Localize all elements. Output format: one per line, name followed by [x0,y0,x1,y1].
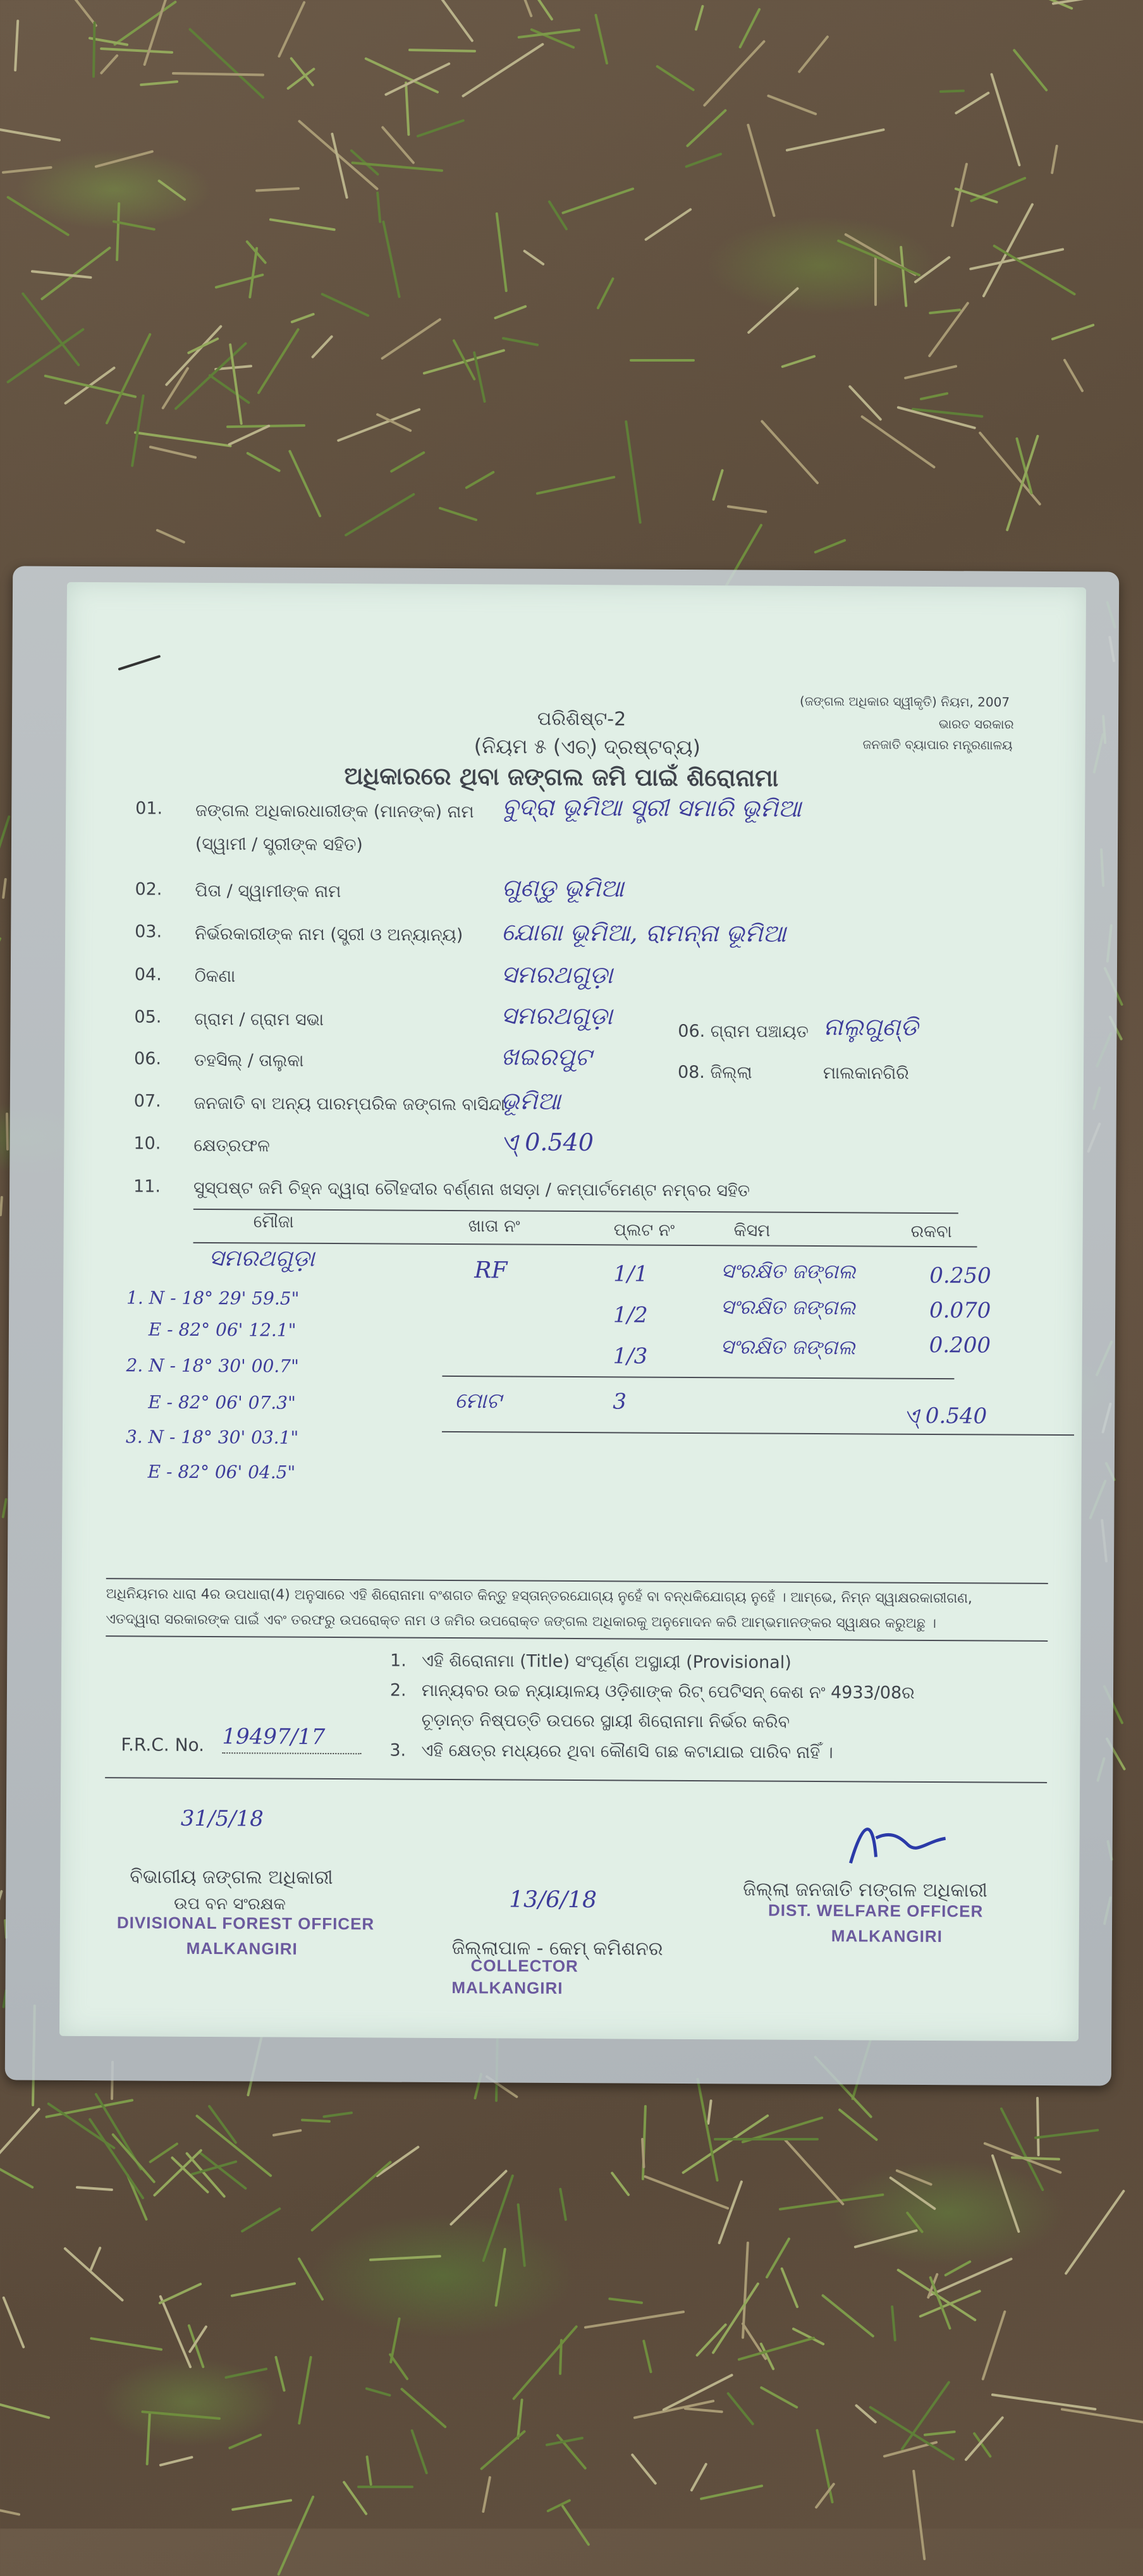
grass-blade [536,475,616,495]
grass-blade [900,246,907,307]
grass-blade [224,2367,267,2379]
grass-blade [389,2317,401,2364]
grass-blade [608,2297,643,2304]
khata-value: RF [474,1257,508,1284]
grass-blade [116,202,120,261]
grass-blade [365,2387,391,2396]
condition-number: 3. [389,1740,406,1761]
grass-blade [594,14,608,65]
grass-blade [231,2282,296,2297]
grass-blade [682,2114,769,2175]
grass-blade [718,2180,743,2245]
grass-blade [972,2432,992,2458]
grass-blade [400,2387,447,2428]
grass-blade [993,244,1076,296]
collector-title: ଜିଲ୍ଲାପାଳ - କେମ୍ କମିଶନର [451,1937,663,1960]
field-value: ସମରଥଗୁଡ଼ା [501,960,613,989]
grass-blade [767,94,817,116]
field-label: 08. ଜିଲ୍ଲା [677,1062,752,1083]
grass-blade [2,166,52,174]
grass-blade [927,2257,1013,2297]
frc-value: 19497/17 [222,1724,326,1750]
condition-text: ମାନ୍ୟବର ଉଚ୍ଚ ନ୍ୟାୟାଳୟ ଓଡ଼ିଶାଙ୍କ ରିଟ୍ ପେଟିସନ୍ କେଶ ନଂ 4933/08ର [421,1680,915,1703]
grass-blade [365,2455,372,2486]
field-label: ନିର୍ଭରକାରୀଙ୍କ ନାମ (ସ୍ତ୍ରୀ ଓ ଅନ୍ୟାନ୍ୟ) [195,924,463,946]
conditions-bottom-rule [105,1777,1047,1783]
grass-blade [376,192,381,223]
grass-blade [837,239,921,277]
grass-blade [964,2416,1004,2462]
grass-blade [625,420,642,524]
grass-blade [90,2337,162,2351]
grass-blade [502,337,539,346]
grass-blade [228,2433,262,2450]
dfo-subtitle: ଉପ ବନ ସଂରକ୍ଷକ [174,1894,286,1914]
grass-blade [644,208,692,241]
field-value: ଭୂମିଆ [500,1087,561,1115]
grass-blade [690,2462,707,2492]
frc-label: F.R.C. No. [121,1734,205,1755]
gps-coordinate: 1. N - 18° 29' 59.5" [126,1287,300,1309]
grass-blade [159,2456,193,2467]
grass-blade [737,2336,815,2361]
field-number: 06. [134,1049,162,1069]
kisam-value: ସଂରକ୍ଷିତ ଜଙ୍ଗଲ [721,1259,856,1284]
grass-blade [322,2111,353,2118]
grass-blade [0,128,61,142]
grass-blade [143,0,174,66]
condition-text: ଏହି ଶିରୋନାମା (Title) ସଂପୂର୍ଣ୍ଣ ଅସ୍ଥାୟୀ (Provisional) [422,1651,792,1673]
grass-blade [929,308,961,314]
grass-blade [610,2171,630,2197]
grass-blade [494,305,527,319]
grass-blade [981,2310,1006,2381]
grass-blade [738,8,761,49]
declaration-line1: ଅଧିନିୟମର ଧାରା 4ର ଉପଧାରା(4) ଅନୁସାରେ ଏହି ଶିରୋନାମା ବଂଶଗତ କିନ୍ତୁ ହସ୍ତାନ୍ତରଯୋଗ୍ୟ ନୁହେଁ ବା ବନ୍ଧକିଯୋଗ୍ୟ ନୁହେଁ । ଆମ୍ଭେ, ନିମ୍ନ ସ୍ୱାକ୍ଷରକାରୀଗଣ, [106,1586,973,1607]
condition-text: ଏହି କ୍ଷେତ୍ର ମଧ୍ୟରେ ଥିବା କୌଣସି ଗଛ କଟାଯାଇ ପାରିବ ନାହିଁ । [421,1740,833,1763]
dfo-stamp-line2: MALKANGIRI [186,1938,298,1958]
field-value: ଯୋଗା ଭୂମିଆ, ରାମନ୍ନା ଭୂମିଆ [501,918,786,948]
grass-blade [382,221,401,298]
table-header-kisam: କିସମ [733,1221,771,1241]
frc-dotted-line [222,1752,361,1755]
grass-blade [584,2310,685,2329]
grass-blade [337,408,421,442]
grass-blade [298,2356,312,2425]
grass-blade [630,2453,657,2486]
table-bottom-rule [442,1431,1074,1436]
grass-blade [1051,145,1058,174]
grass-blade [703,40,766,107]
grass-blade [416,119,465,138]
grass-blade [31,270,92,279]
grass-blade [2,2296,25,2348]
grass-blade [516,2203,526,2267]
grass-blade [1034,2128,1099,2139]
header-right-line2: ଭାରତ ସରକାର [938,716,1014,732]
grass-blade [874,257,877,306]
plot-value: 1/3 [613,1343,648,1369]
grass-blade [814,539,847,554]
grass-blade [480,2429,527,2470]
grass-blade [439,506,478,522]
mouza-value: ସମରଥଗୁଡ଼ା [209,1245,315,1272]
grass-blade [14,20,19,71]
grass-blade [0,2508,20,2516]
condition-number: 2. [389,1680,406,1700]
grass-blade [405,82,410,136]
field-value: ଏ୍ 0.540 [500,1128,594,1157]
welfare-stamp-line1: DIST. WELFARE OFFICER [767,1900,984,1921]
forest-title-document [59,582,1086,2041]
grass-blade [781,355,816,368]
grass-blade [512,2325,578,2401]
grass-blade [208,374,250,405]
grass-blade [747,123,776,217]
grass-blade [389,451,425,473]
grass-blade [896,406,976,429]
total-plots: 3 [613,1389,627,1415]
table-header-rakba: ରକବା [910,1221,952,1242]
grass-blade [747,287,799,334]
grass-blade [0,2108,40,2188]
gps-coordinate: E - 82° 06' 12.1" [148,1319,296,1341]
field-label: ତହସିଲ୍ / ତାଲୁକା [193,1050,304,1071]
grass-blade [21,292,80,367]
plot-value: 1/1 [613,1261,649,1287]
grass-blade [1064,2189,1125,2275]
table-top-rule [193,1209,958,1214]
field-number: 02. [135,879,162,900]
field-value: ସମରଥଗୁଡ଼ା [501,1001,613,1030]
grass-blade [187,337,219,355]
grass-blade [496,212,508,293]
grass-blade [955,91,990,114]
grass-blade [408,49,476,52]
grass-blade [140,80,178,86]
grass-blade [848,385,883,422]
grass-blade [257,327,300,394]
grass-blade [482,2476,491,2513]
grass-blade [797,35,829,73]
condition-number: 1. [390,1651,406,1671]
field-number: 01. [135,798,163,819]
total-area: ଏ୍ 0.540 [903,1403,987,1429]
total-label: ମୋଟ [455,1388,502,1414]
grass-blade [944,2260,972,2277]
grass-blade [726,2391,755,2426]
grass-blade [786,128,885,152]
grass-blade [784,2139,845,2206]
grass-blade [94,150,154,168]
grass-blade [357,2486,413,2488]
grass-blade [290,312,315,323]
field-label: ଜଙ୍ଗଲ ଅଧିକାରଧାରୀଙ୍କ (ମାନଙ୍କ) ନାମ [195,800,474,822]
grass-blade [240,2207,281,2233]
grass-blade [891,2305,896,2341]
grass-blade [982,203,1034,298]
grass-blade [156,528,185,544]
grass-blade [889,2176,936,2210]
grass-blade [1,1498,7,1518]
grass-blade [63,2247,124,2302]
grass-blade [505,0,533,18]
grass-blade [344,492,415,537]
grass-blade [0,2400,51,2419]
grass-blade [561,187,635,214]
grass-blade [331,133,348,199]
grass-blade [855,2403,877,2424]
grass-blade [272,2129,302,2137]
grass-blade [159,2295,192,2369]
grass-blade [990,73,1021,166]
grass-blade [685,152,723,168]
grass-blade [89,2246,102,2271]
grass-blade [707,2099,712,2125]
grass-blade [321,293,370,317]
grass-blade [100,47,173,54]
gps-coordinate: E - 82° 06' 07.3" [148,1391,296,1413]
field-value: ଗୁଣ୍ଡୁ ଭୂମିଆ [501,874,624,903]
grass-blade [561,2505,590,2546]
grass-blade [381,318,442,360]
rule-reference: (ନିୟମ ୫ (ଏଚ୍) ଦ୍ରଷ୍ଟବ୍ୟ) [474,734,701,760]
grass-blade [761,420,819,485]
grass-blade [1012,49,1048,92]
grass-blade [311,335,334,359]
grass-blade [711,2282,759,2355]
grass-blade [860,415,936,468]
grass-blade [991,2393,1097,2410]
grass-blade [523,249,545,266]
staple-pin [118,655,161,671]
welfare-stamp-line2: MALKANGIRI [831,1926,943,1946]
grass-blade [172,72,264,76]
field-value: ଖଇରପୁଟ [500,1042,592,1071]
grass-blade [465,470,495,489]
plot-value: 1/2 [613,1302,648,1328]
grass-blade [912,2470,926,2560]
field-number: 11. [133,1176,161,1197]
welfare-signature [838,1806,958,1876]
grass-blade [381,126,415,164]
collector-signature: 13/6/18 [509,1886,597,1914]
area-value: 0.070 [929,1297,991,1324]
grass-blade [157,179,186,201]
field-label: ସୁସ୍ପଷ୍ଟ ଜମି ଚିହ୍ନ ଦ୍ୱାରା ଚୌହଦୀର ବର୍ଣ୍ଣନା ଖସଡ଼ା / କମ୍ପାର୍ଟମେଣ୍ଟ ନମ୍ବର ସହିତ [193,1178,750,1201]
grass-blade [113,0,177,46]
field-01-subtitle: (ସ୍ୱାମୀ / ସ୍ତ୍ରୀଙ୍କ ସହିତ) [195,834,363,855]
grass-blade [131,394,145,467]
document-title: ଅଧିକାରରେ ଥିବା ଜଙ୍ଗଲ ଜମି ପାଇଁ ଶିରୋନାମା [344,762,779,792]
area-value: 0.200 [929,1332,991,1358]
gps-coordinate: 3. N - 18° 30' 03.1" [125,1426,299,1448]
grass-blade [760,2386,798,2408]
declaration-bottom-rule [106,1635,1048,1642]
field-value: ନାଲୁଗୁଣ୍ଡି [823,1013,919,1041]
grass-blade [0,1196,3,1216]
table-header-mouza: ମୌଜା [253,1212,294,1232]
grass-blade [686,109,728,148]
grass-blade [278,1,306,58]
field-label: ଠିକଣା [194,966,236,987]
grass-blade [231,2499,292,2511]
grass-blade [297,2257,324,2301]
grass-blade [695,4,704,30]
grass-blade [853,2229,917,2249]
grass-blade [246,451,281,472]
grass-blade [630,359,695,362]
grass-blade [700,2484,764,2500]
grass-blade [369,2255,441,2261]
grass-blade [0,815,11,856]
grass-blade [712,469,724,501]
grass-blade [384,62,451,96]
grass-blade [2,878,7,899]
grass-blade [939,90,965,93]
grass-blade [149,446,197,459]
grass-blade [662,2373,733,2411]
grass-blade [954,187,998,204]
grass-blade [780,2267,799,2308]
grass-blade [1011,2156,1060,2161]
grass-blade [6,1113,9,1151]
grass-blade [914,255,951,283]
grass-blade [229,343,243,425]
declaration-top-rule [106,1578,1048,1584]
grass-blade [188,28,265,99]
grass-blade [920,392,949,400]
gps-coordinate: E - 82° 06' 04.5" [147,1461,296,1483]
grass-blade [59,0,97,27]
grass-blade [559,2188,567,2221]
grass-blade [92,21,96,78]
dfo-signature: 31/5/18 [180,1805,264,1832]
grass-blade [684,2407,723,2413]
field-number: 03. [135,922,162,942]
kisam-value: ସଂରକ୍ଷିତ ଜଙ୍ଗଲ [720,1295,856,1320]
grass-blade [410,2429,428,2474]
grass-blade [310,2160,392,2231]
grass-blade [1036,2097,1040,2156]
grass-blade [141,2410,221,2420]
field-number: 04. [134,965,162,985]
grass-blade [105,333,152,425]
grass-blade [559,2339,563,2375]
field-value: ବୁଦ୍ରା ଭୂମିଆ ସ୍ତ୍ରୀ ସମାରି ଭୂମିଆ [502,793,802,822]
collector-stamp-line2: MALKANGIRI [451,1978,563,1998]
grass-blade [288,449,322,518]
grass-blade [158,2282,202,2304]
grass-blade [951,162,968,227]
area-value: 0.250 [929,1262,991,1289]
field-label: 06. ଗ୍ରାମ ପଞ୍ଚାୟତ [678,1021,809,1042]
appendix-label: ପରିଶିଷ୍ଟ-2 [537,707,627,731]
grass-blade [714,2138,819,2140]
header-right-line1: (ଜଙ୍ଗଲ ଅଧିକାର ସ୍ୱୀକୃତି) ନିୟମ, 2007 [800,693,1010,710]
field-label: ଜନଜାତି ବା ଅନ୍ୟ ପାରମ୍ପରିକ ଜଙ୍ଗଲ ବାସିନ୍ଦା [193,1093,506,1115]
grass-blade [779,2194,884,2211]
field-label: ପିତା / ସ୍ୱାମୀଙ୍କ ନାମ [195,881,341,902]
grass-blade [1006,434,1039,531]
grass-blade [1061,2408,1143,2426]
grass-blade [547,200,568,231]
grass-blade [269,218,336,231]
grass-blade [76,2186,113,2191]
grass-blade [816,2429,834,2503]
kisam-value: ସଂରକ୍ଷିତ ଜଙ୍ଗଲ [720,1334,856,1360]
grass-blade [1051,324,1094,341]
field-number: 10. [133,1133,161,1154]
declaration-line2: ଏତଦ୍ୱାରା ସରକାରଙ୍କ ପାଇଁ ଏବଂ ତରଫରୁ ଉପରୋକ୍ତ ନାମ ଓ ଜମିର ଉପରୋକ୍ତ ଜଙ୍ଗଲ ଅଧିକାରକୁ ଅନୁମୋଦନ କରି ଆମ୍ଭମାନଙ୍କର ସ୍ୱାକ୍ଷର କରୁଅଛୁ । [106,1611,936,1632]
field-value: ମାଲକାନଗିରି [822,1063,909,1084]
grass-blade [146,2412,151,2465]
dfo-stamp-line1: DIVISIONAL FOREST OFFICER [116,1913,375,1934]
grass-blade [0,1889,3,1917]
grass-blade [100,54,119,75]
collector-stamp-line1: COLLECTOR [470,1956,578,1976]
grass-blade [978,431,1041,506]
grass-blade [821,2293,875,2338]
grass-blade [970,176,1027,202]
grass-blade [214,273,264,289]
header-right-line3: ଜନଜାତି ବ୍ୟାପାର ମନ୍ତ୍ରଣାଳୟ [862,736,1013,753]
dfo-title: ବିଭାଗୀୟ ଜଙ୍ଗଲ ଅଧିକାରୀ [130,1865,333,1889]
grass-blade [759,2342,775,2371]
grass-blade [838,2108,878,2142]
table-header-plot: ପ୍ଲଟ ନଂ [613,1220,675,1240]
gps-coordinate: 2. N - 18° 30' 00.7" [126,1355,299,1377]
grass-blade [1063,358,1084,393]
grass-blade [924,2431,956,2436]
grass-blade [991,2154,1020,2233]
grass-blade [274,2356,286,2392]
grass-blade [596,277,614,310]
welfare-title: ଜିଲ୍ଲା ଜନଜାତି ମଙ୍ଗଳ ଅଧିକାରୀ [743,1878,988,1902]
grass-blade [410,0,474,42]
field-number: 07. [133,1091,161,1111]
grass-blade [494,2248,506,2307]
condition-text: ଚୂଡ଼ାନ୍ତ ନିଷ୍ପତ୍ତି ଉପରେ ସ୍ଥାୟୀ ଶିରୋନାମା ନିର୍ଭର କରିବ [421,1710,790,1732]
grass-blade [656,64,695,92]
grass-blade [255,187,300,192]
grass-blade [765,2237,790,2279]
field-number: 05. [134,1007,162,1027]
field-label: ଗ୍ରାମ / ଗ୍ରାମ ସଭା [194,1009,324,1030]
table-header-khata: ଖାତା ନଂ [468,1216,520,1236]
field-label: କ୍ଷେତ୍ରଫଳ [193,1135,270,1156]
grass-blade [0,937,2,970]
grass-blade [727,505,767,513]
grass-blade [134,431,232,448]
grass-blade [301,2119,331,2123]
grass-blade [376,2146,420,2178]
grass-blade [351,161,443,172]
grass-blade [6,195,70,236]
grass-blade [642,2340,652,2374]
grass-blade [277,2495,315,2576]
grass-blade [904,365,958,379]
grass-blade [696,2078,719,2182]
table-subtotal-rule [442,1376,954,1379]
